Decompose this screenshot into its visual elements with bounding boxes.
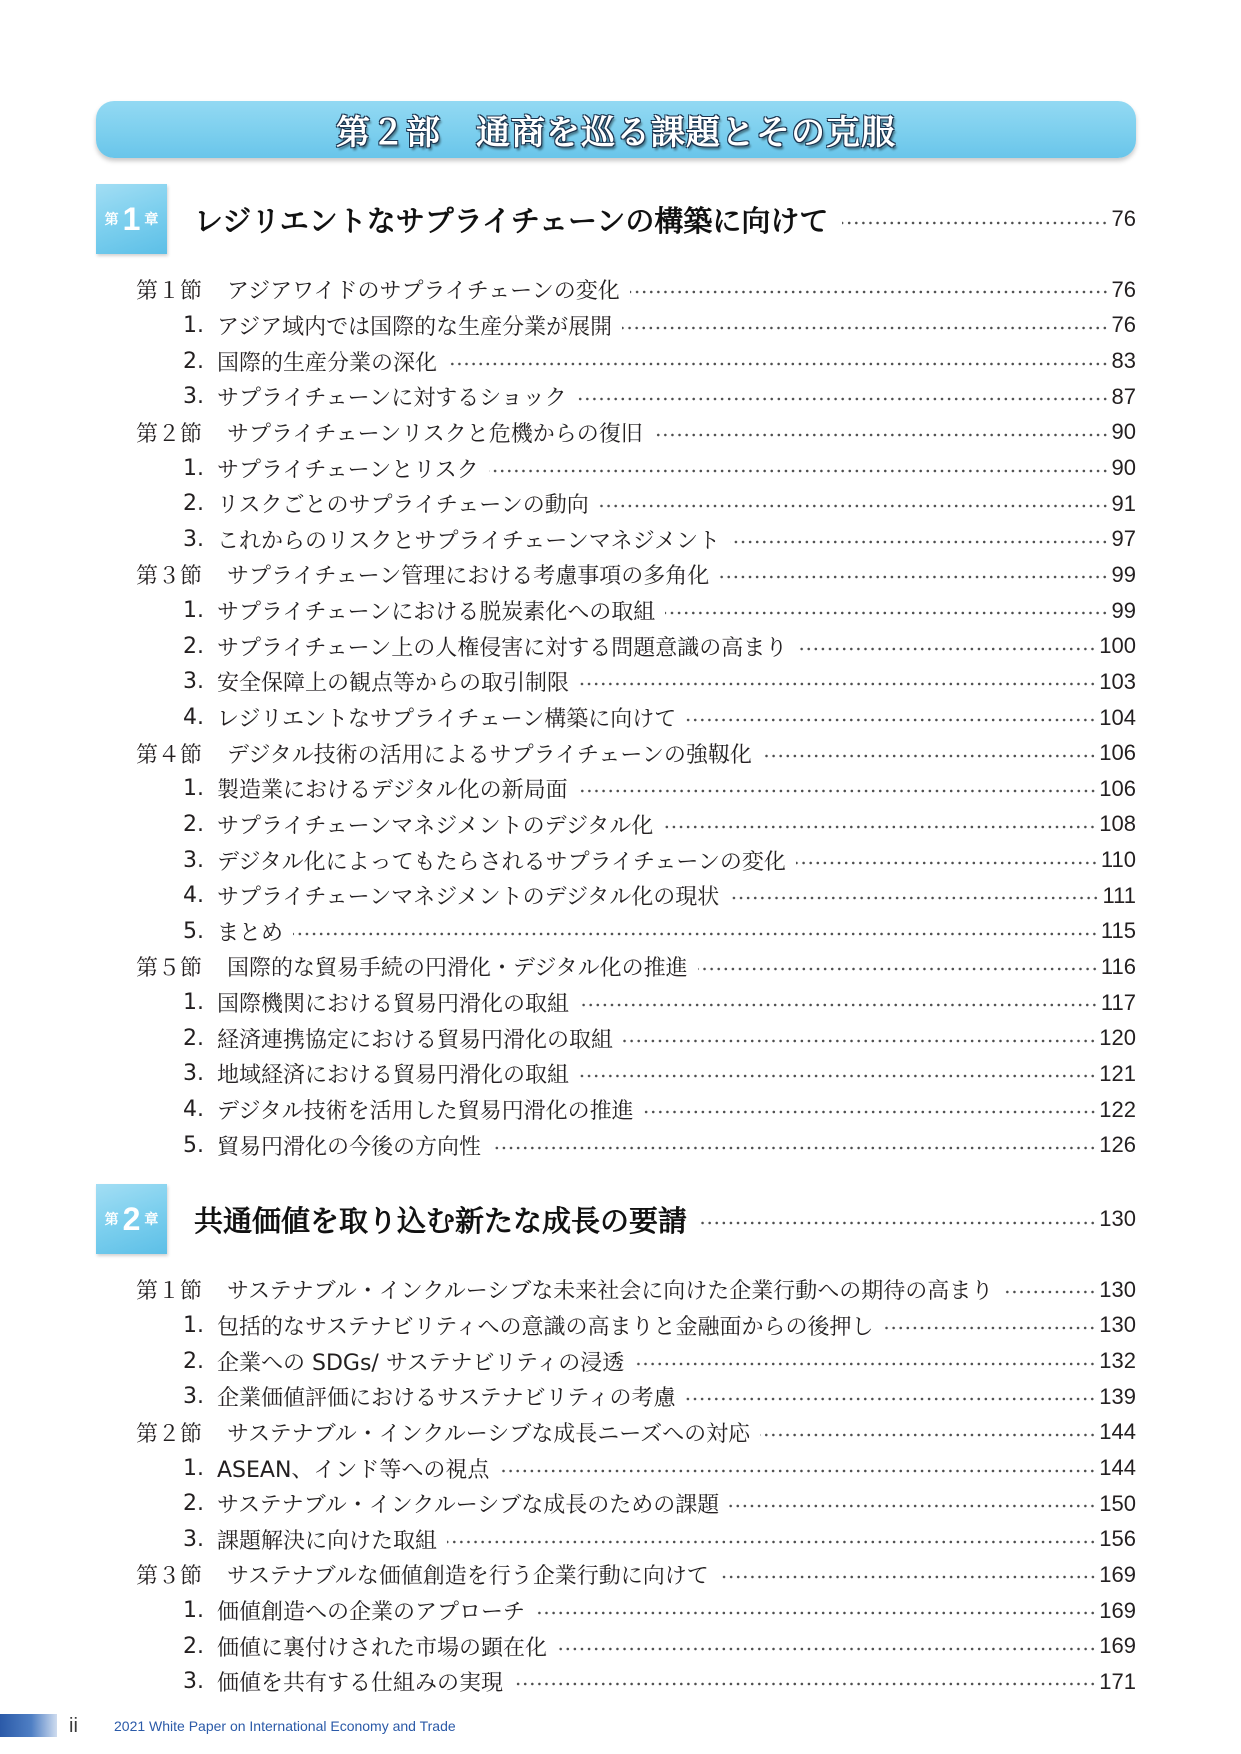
entry-title: レジリエントなサプライチェーン構築に向けて [217, 707, 677, 732]
entry-title: デジタル化によってもたらされるサプライチェーンの変化 [217, 849, 786, 875]
subsection-number: 3. [183, 1526, 204, 1552]
dot-leader [579, 681, 1096, 687]
entry-page-number: 126 [1099, 1132, 1136, 1158]
entry-title: サプライチェーンマネジメントのデジタル化 [217, 813, 654, 839]
toc-subsection-entry [96, 1379, 1136, 1415]
dot-leader [599, 503, 1109, 509]
toc-subsection-entry [96, 1343, 1136, 1379]
entry-page-number: 120 [1099, 1025, 1136, 1051]
entry-title: 経済連携協定における貿易円滑化の取組 [217, 1027, 614, 1053]
chapter-badge-suffix: 章 [144, 1212, 159, 1229]
subsection-number: 4. [183, 883, 204, 909]
subsection-number: 1. [183, 598, 204, 624]
subsection-number: 3. [183, 669, 204, 695]
entry-page-number: 115 [1100, 918, 1136, 944]
entry-page-number: 144 [1099, 1455, 1136, 1481]
dot-leader [797, 646, 1096, 652]
chapter-page-number: 130 [1099, 1206, 1136, 1232]
chapter-entries [96, 272, 1136, 1163]
subsection-number: 2. [183, 348, 204, 374]
toc-subsection-entry [96, 343, 1136, 379]
toc-subsection-entry [96, 1127, 1136, 1163]
part-title: 第２部 通商を巡る課題とその克服 [336, 113, 896, 153]
entry-title: ASEAN、インド等への視点 [217, 1457, 490, 1483]
entry-title: サステナブル・インクルーシブな成長のための課題 [217, 1493, 720, 1519]
subsection-number: 3. [183, 1061, 204, 1087]
entry-title: サプライチェーンリスクと危機からの復旧 [227, 421, 643, 447]
entry-page-number: 106 [1099, 740, 1136, 766]
entry-title: アジアワイドのサプライチェーンの変化 [227, 279, 620, 305]
entry-title: 地域経済における貿易円滑化の取組 [217, 1063, 570, 1089]
toc-subsection-entry [96, 1486, 1136, 1522]
entry-page-number: 156 [1099, 1526, 1136, 1552]
subsection-number: 1. [183, 1455, 204, 1481]
toc-subsection-entry [96, 985, 1136, 1021]
chapter-badge-number: 1 [122, 201, 141, 237]
subsection-number: 3. [183, 1669, 204, 1695]
toc-subsection-entry [96, 628, 1136, 664]
subsection-number: 5. [183, 918, 204, 944]
toc-subsection-entry [96, 1664, 1136, 1700]
section-number: 第１節 [136, 1279, 203, 1305]
dot-leader [796, 860, 1098, 866]
toc-subsection-entry [96, 521, 1136, 557]
subsection-number: 2. [183, 1348, 204, 1374]
toc-subsection-entry [96, 1020, 1136, 1056]
chapter-title: 共通価値を取り込む新たな成長の要請 [194, 1203, 688, 1238]
toc-section-entry [96, 949, 1136, 985]
entry-title: これからのリスクとサプライチェーンマネジメント [217, 528, 721, 554]
dot-leader [686, 717, 1096, 723]
entry-title: サステナブルな価値創造を行う企業行動に向けて [227, 1564, 709, 1590]
entry-title: サステナブル・インクルーシブな成長ニーズへの対応 [227, 1421, 751, 1447]
subsection-number: 2. [183, 811, 204, 837]
entry-title: 価値に裏付けされた市場の顕在化 [217, 1635, 548, 1661]
entry-page-number: 99 [1111, 597, 1136, 623]
subsection-number: 5. [183, 1132, 204, 1158]
dot-leader [685, 1396, 1096, 1402]
table-of-contents [96, 184, 1136, 1700]
subsection-number: 3. [183, 1384, 204, 1410]
dot-leader [1003, 1289, 1096, 1295]
entry-title: サステナブル・インクルーシブな未来社会に向けた企業行動への期待の高まり [227, 1279, 994, 1305]
entry-page-number: 144 [1099, 1419, 1136, 1445]
toc-subsection-entry [96, 450, 1136, 486]
toc-subsection-entry [96, 593, 1136, 629]
subsection-number: 1. [183, 455, 204, 481]
chapter-badge-number: 2 [122, 1201, 141, 1238]
entry-page-number: 110 [1100, 847, 1136, 873]
toc-subsection-entry [96, 1450, 1136, 1486]
dot-leader [447, 1539, 1096, 1545]
entry-title: 包括的なサステナビリティへの意識の高まりと金融面からの後押し [217, 1314, 874, 1340]
chapter-badge-prefix: 第 [104, 212, 119, 228]
dot-leader [644, 1109, 1097, 1115]
toc-subsection-entry [96, 1593, 1136, 1629]
entry-title: 国際的生産分業の深化 [217, 350, 438, 376]
entry-title: 製造業におけるデジタル化の新局面 [217, 778, 568, 804]
subsection-number: 1. [183, 1598, 204, 1624]
entry-title: 価値を共有する仕組みの実現 [217, 1671, 504, 1697]
entry-page-number: 116 [1100, 953, 1136, 979]
toc-section-entry [96, 557, 1136, 593]
dot-leader [665, 610, 1108, 616]
entry-title: 課題解決に向けた取組 [217, 1528, 438, 1554]
toc-section-entry [96, 1557, 1136, 1593]
dot-leader [513, 1681, 1096, 1687]
dot-leader [653, 432, 1109, 438]
entry-title: 企業への SDGs/ サステナビリティの浸透 [217, 1350, 625, 1376]
entry-title: デジタル技術を活用した貿易円滑化の推進 [217, 1099, 634, 1125]
chapter-page-number: 76 [1111, 206, 1136, 231]
entry-title: 国際的な貿易手続の円滑化・デジタル化の推進 [227, 956, 688, 982]
toc-subsection-entry [96, 664, 1136, 700]
entry-page-number: 76 [1111, 276, 1136, 302]
footer-color-bar [0, 1714, 57, 1737]
dot-leader [634, 1361, 1096, 1367]
dot-leader [701, 1220, 1096, 1226]
dot-leader [623, 1038, 1096, 1044]
entry-title: サプライチェーンに対するショック [217, 386, 567, 412]
subsection-number: 3. [183, 384, 204, 410]
document-page [96, 0, 1136, 1754]
section-number: 第２節 [136, 421, 203, 447]
toc-subsection-entry [96, 308, 1136, 344]
subsection-number: 1. [183, 776, 204, 802]
entry-title: 企業価値評価におけるサステナビリティの考慮 [217, 1386, 676, 1412]
entry-title: 国際機関における貿易円滑化の取組 [217, 992, 570, 1018]
subsection-number: 3. [183, 526, 204, 552]
entry-page-number: 150 [1099, 1490, 1136, 1516]
entry-page-number: 91 [1111, 490, 1136, 516]
entry-page-number: 103 [1099, 668, 1136, 694]
toc-subsection-entry [96, 1056, 1136, 1092]
dot-leader [719, 1574, 1096, 1580]
entry-title: サプライチェーン上の人権侵害に対する問題意識の高まり [217, 635, 788, 661]
dot-leader [698, 966, 1098, 972]
toc-subsection-entry [96, 1092, 1136, 1128]
dot-leader [579, 1002, 1098, 1008]
toc-subsection-entry [96, 1308, 1136, 1344]
entry-page-number: 130 [1099, 1276, 1136, 1302]
section-number: 第３節 [136, 564, 203, 590]
dot-leader [760, 1432, 1096, 1438]
subsection-number: 2. [183, 1633, 204, 1659]
dot-leader [719, 574, 1108, 580]
entry-page-number: 139 [1099, 1383, 1136, 1409]
subsection-number: 3. [183, 847, 204, 873]
entry-page-number: 100 [1099, 633, 1136, 659]
dot-leader [535, 1610, 1096, 1616]
dot-leader [729, 1503, 1096, 1509]
toc-section-entry [96, 735, 1136, 771]
entry-page-number: 90 [1111, 455, 1136, 481]
chapter-block [96, 184, 1136, 1163]
toc-section-entry [96, 415, 1136, 451]
entry-page-number: 171 [1099, 1668, 1136, 1694]
chapter-header [96, 184, 1136, 254]
entry-page-number: 99 [1111, 561, 1136, 587]
section-number: 第２節 [136, 1421, 203, 1447]
entry-title: デジタル技術の活用によるサプライチェーンの強靱化 [227, 742, 752, 768]
toc-section-entry [96, 272, 1136, 308]
section-number: 第１節 [136, 279, 203, 305]
dot-leader [578, 788, 1097, 794]
subsection-number: 2. [183, 1491, 204, 1517]
dot-leader [489, 468, 1109, 474]
subsection-number: 1. [183, 1312, 204, 1338]
dot-leader [293, 931, 1098, 937]
entry-page-number: 106 [1099, 775, 1136, 801]
toc-subsection-entry [96, 842, 1136, 878]
entry-title: 安全保障上の観点等からの取引制限 [217, 671, 570, 697]
toc-subsection-entry [96, 771, 1136, 807]
dot-leader [883, 1325, 1096, 1331]
subsection-number: 2. [183, 633, 204, 659]
entry-title: 貿易円滑化の今後の方向性 [217, 1134, 482, 1160]
dot-leader [663, 824, 1096, 830]
toc-subsection-entry [96, 700, 1136, 736]
entry-title: アジア域内では国際的な生産分業が展開 [217, 314, 613, 340]
entry-page-number: 121 [1099, 1060, 1136, 1086]
entry-page-number: 169 [1099, 1633, 1136, 1659]
toc-subsection-entry [96, 486, 1136, 522]
entry-page-number: 169 [1099, 1597, 1136, 1623]
section-number: 第４節 [136, 742, 203, 768]
chapter-badge-suffix: 章 [144, 212, 159, 228]
section-number: 第３節 [136, 1564, 203, 1590]
entry-page-number: 111 [1102, 882, 1136, 908]
subsection-number: 4. [183, 705, 204, 730]
toc-section-entry [96, 1415, 1136, 1451]
chapter-badge [96, 184, 167, 254]
toc-section-entry [96, 1272, 1136, 1308]
subsection-number: 4. [183, 1097, 204, 1123]
dot-leader [447, 361, 1109, 367]
entry-title: サプライチェーンにおける脱炭素化への取組 [217, 600, 656, 626]
footer-page-number: ii [69, 1715, 78, 1737]
dot-leader [577, 396, 1109, 402]
dot-leader [729, 895, 1099, 901]
entry-title: リスクごとのサプライチェーンの動向 [217, 493, 589, 519]
dot-leader [762, 753, 1096, 759]
dot-leader [630, 289, 1109, 295]
entry-page-number: 90 [1111, 419, 1136, 445]
dot-leader [579, 1073, 1096, 1079]
chapter-block [96, 1184, 1136, 1700]
dot-leader [557, 1646, 1096, 1652]
section-number: 第５節 [136, 956, 203, 982]
dot-leader [730, 539, 1108, 545]
subsection-number: 1. [183, 312, 204, 338]
chapter-header [96, 1184, 1136, 1254]
chapter-badge [96, 1184, 167, 1254]
toc-subsection-entry [96, 1522, 1136, 1558]
entry-title: サプライチェーンマネジメントのデジタル化の現状 [217, 885, 720, 911]
subsection-number: 1. [183, 990, 204, 1016]
entry-page-number: 169 [1099, 1561, 1136, 1587]
entry-page-number: 87 [1111, 383, 1136, 409]
entry-page-number: 122 [1099, 1096, 1136, 1122]
entry-title: サプライチェーンとリスク [217, 457, 479, 483]
entry-page-number: 130 [1099, 1312, 1136, 1338]
entry-page-number: 83 [1111, 348, 1136, 374]
toc-subsection-entry [96, 807, 1136, 843]
dot-leader [622, 325, 1108, 331]
dot-leader [491, 1145, 1096, 1151]
entry-page-number: 117 [1100, 989, 1136, 1015]
chapter-entries [96, 1272, 1136, 1700]
footer-publication-title: 2021 White Paper on International Economy and Trade [114, 1718, 456, 1734]
toc-subsection-entry [96, 914, 1136, 950]
entry-page-number: 104 [1099, 704, 1136, 730]
subsection-number: 2. [183, 491, 204, 517]
chapter-title: レジリエントなサプライチェーンの構築に向けて [194, 203, 829, 238]
entry-page-number: 76 [1111, 312, 1136, 338]
subsection-number: 2. [183, 1025, 204, 1051]
entry-title: 価値創造への企業のアプローチ [217, 1600, 526, 1626]
chapter-badge-prefix: 第 [104, 1212, 119, 1229]
entry-title: まとめ [217, 920, 284, 946]
part-banner [96, 101, 1136, 158]
dot-leader [842, 220, 1108, 226]
toc-subsection-entry [96, 1628, 1136, 1664]
entry-page-number: 97 [1111, 526, 1136, 552]
entry-title: サプライチェーン管理における考慮事項の多角化 [227, 564, 710, 590]
entry-page-number: 132 [1099, 1348, 1136, 1374]
toc-subsection-entry [96, 878, 1136, 914]
toc-subsection-entry [96, 379, 1136, 415]
entry-page-number: 108 [1099, 811, 1136, 837]
dot-leader [499, 1468, 1096, 1474]
